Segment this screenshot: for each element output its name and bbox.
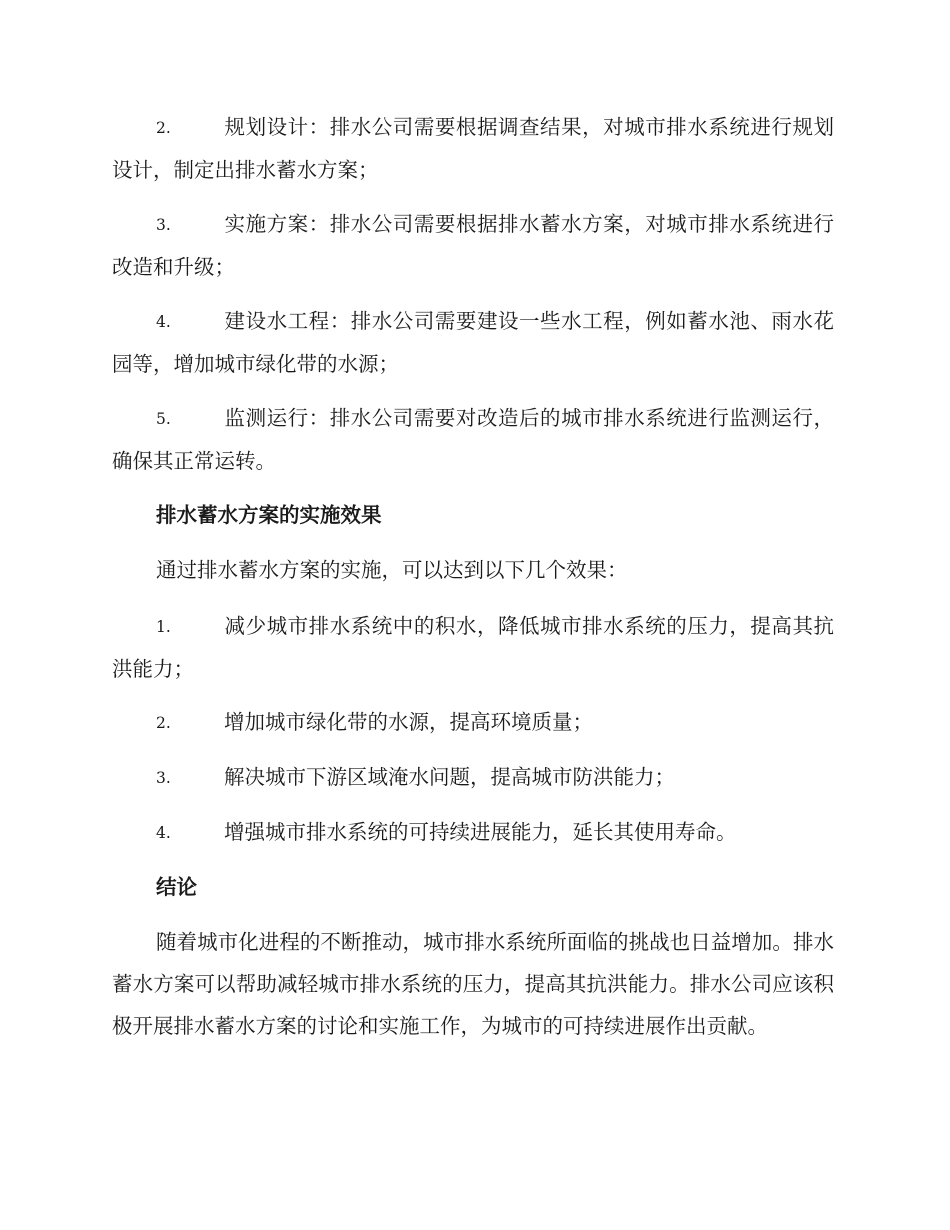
list-item [112,397,834,482]
list-text: 增强城市排水系统的可持续进展能力，延长其使用寿命。 [224,820,737,844]
conclusion-body: 随着城市化进程的不断推动，城市排水系统所面临的挑战也日益增加。排水蓄水方案可以帮助减轻城市排水系统的压力，提高其抗洪能力。排水公司应该积极开展排水蓄水方案的讨论和实施工作，为城市的可持续进展作出贡献。 [112,930,834,1038]
list-text: 解决城市下游区域淹水问题，提高城市防洪能力； [224,765,675,789]
list-number: 4. [156,313,171,331]
list-item [112,106,834,191]
list-text: 减少城市排水系统中的积水，降低城市排水系统的压力，提高其抗洪能力； [112,614,834,681]
section-intro: 通过排水蓄水方案的实施，可以达到以下几个效果： [156,558,628,582]
list-item [112,756,834,799]
section-heading-effects: 排水蓄水方案的实施效果 [156,503,382,527]
list-item [112,605,834,690]
list-number: 1. [156,618,171,636]
list-item [112,811,834,854]
list-number: 4. [156,824,171,842]
list-text: 增加城市绿化带的水源，提高环境质量； [224,710,593,734]
list-number: 3. [156,769,171,787]
list-text: 实施方案：排水公司需要根据排水蓄水方案，对城市排水系统进行改造和升级； [112,212,834,279]
list-number: 2. [156,119,171,137]
list-item [112,300,834,385]
list-item [112,203,834,288]
list-text: 规划设计：排水公司需要根据调查结果，对城市排水系统进行规划设计，制定出排水蓄水方案； [112,115,834,182]
list-number: 5. [156,410,171,428]
list-text: 监测运行：排水公司需要对改造后的城市排水系统进行监测运行，确保其正常运转。 [112,406,834,473]
section-heading-conclusion: 结论 [156,875,197,899]
list-number: 2. [156,714,171,732]
list-number: 3. [156,216,171,234]
list-item [112,701,834,744]
list-text: 建设水工程：排水公司需要建设一些水工程，例如蓄水池、雨水花园等，增加城市绿化带的水源； [112,309,834,376]
